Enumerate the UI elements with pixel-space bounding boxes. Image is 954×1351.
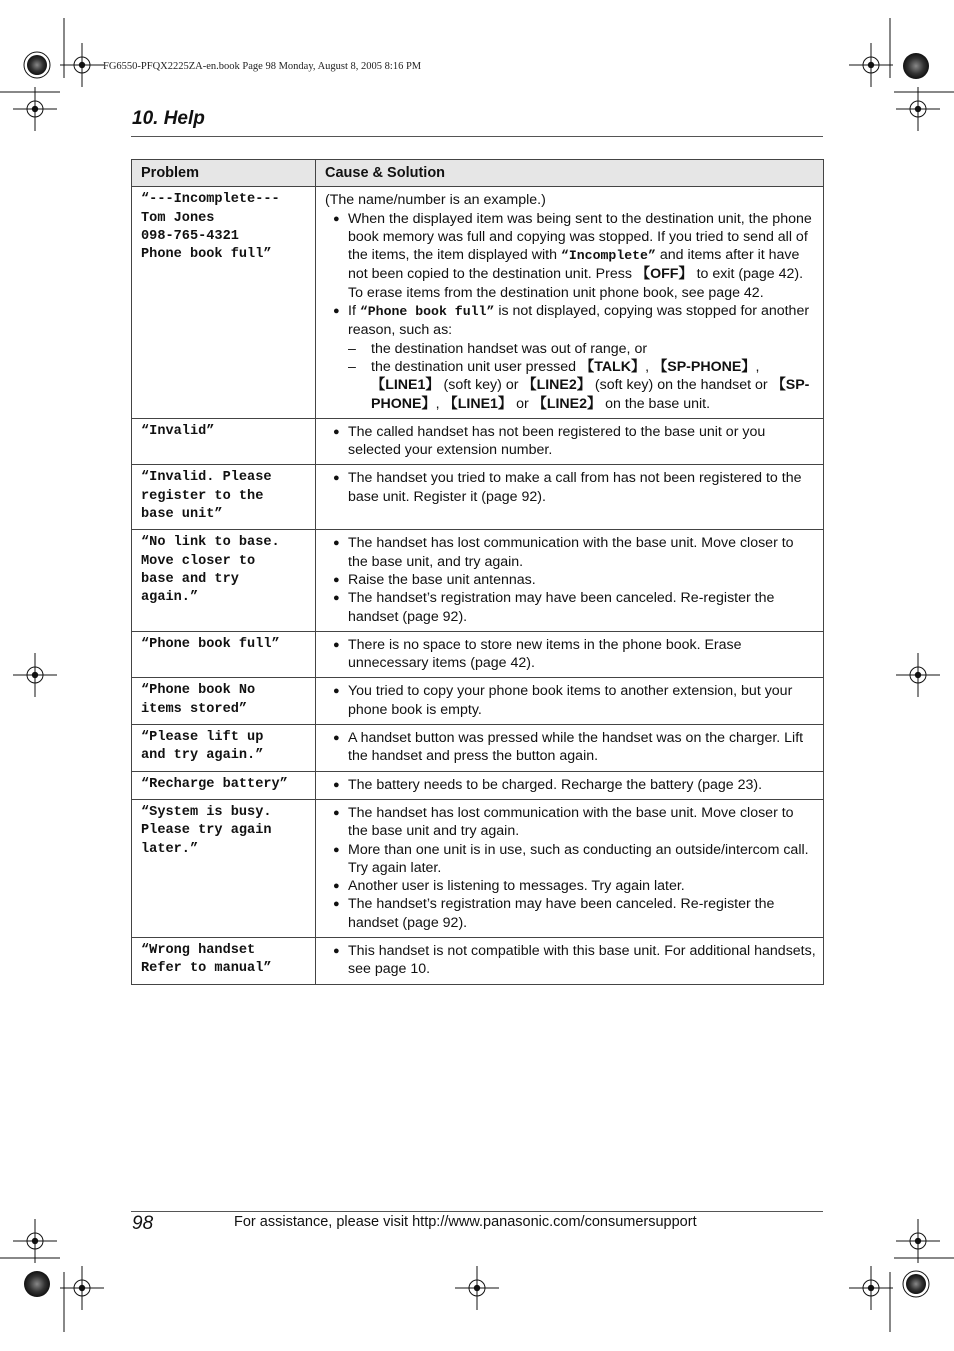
problem-cell: “Recharge battery” <box>132 771 316 799</box>
example-note: (The name/number is an example.) <box>325 192 546 209</box>
solution-cell <box>316 725 824 772</box>
problem-cell: “Please lift up and try again.” <box>132 725 316 772</box>
key-label: 【SP-PHONE】 <box>653 358 756 375</box>
table-row <box>132 771 824 799</box>
table-header-row <box>132 160 824 187</box>
solution-cell <box>316 418 824 465</box>
problem-cell: “Phone book No items stored” <box>132 678 316 725</box>
display-message: “Incomplete” <box>560 248 656 264</box>
bullet-item: ● The handset’s registration may have been canceled. Re-register the handset (page 92). <box>325 895 817 932</box>
solution-cell <box>316 631 824 678</box>
solution-cell <box>316 678 824 725</box>
bullet-text: and items after it have not been copied to the destination unit. Press <box>348 247 800 283</box>
separator: , <box>435 395 444 412</box>
key-label: 【LINE2】 <box>522 377 591 394</box>
key-label: 【LINE1】 <box>443 395 513 412</box>
dash-item: – the destination handset was out of range, or <box>325 340 817 358</box>
solution-cell <box>316 799 824 937</box>
bullet-text: to exit (page 42). To erase items from the destination unit phone book, see page 42. <box>348 266 804 301</box>
dash-text: on the base unit. <box>601 395 711 412</box>
problem-cell: “Invalid. Please register to the base unit” <box>132 465 316 530</box>
key-label: 【LINE2】 <box>532 395 602 412</box>
dash-text: (soft key) or <box>439 377 523 394</box>
bullet-item: ● The handset’s registration may have been canceled. Re-register the handset (page 92). <box>325 589 817 626</box>
problem-cell: “Invalid” <box>132 418 316 465</box>
bullet-item: ● Raise the base unit antennas. <box>325 571 817 589</box>
footer-rule <box>131 1211 823 1212</box>
bullet-item: ● A handset button was pressed while the handset was on the charger. Lift the handset and press the button again. <box>325 729 817 766</box>
problem-cell: “System is busy. Please try again later.” <box>132 799 316 937</box>
bullet-item: ● The handset has lost communication with the base unit. Move closer to the base unit, and try again. <box>325 534 817 571</box>
table-row <box>132 465 824 530</box>
bullet-item: ● This handset is not compatible with this base unit. For additional handsets, see page 10. <box>325 942 817 979</box>
table-row <box>132 678 824 725</box>
table-row <box>132 725 824 772</box>
dash-text: (soft key) on the handset or <box>590 377 772 394</box>
bullet-text: If <box>348 303 360 320</box>
dash-item <box>325 358 817 413</box>
bullet-item: ● More than one unit is in use, such as conducting an outside/intercom call. Try again later. <box>325 841 817 878</box>
column-header-cause-solution: Cause & Solution <box>316 160 824 187</box>
bullet-item: ● The battery needs to be charged. Recharge the battery (page 23). <box>325 776 817 794</box>
solution-cell <box>316 187 824 419</box>
print-header: FG6550-PFQX2225ZA-en.book Page 98 Monday, August 8, 2005 8:16 PM <box>103 61 422 72</box>
bullet-item <box>325 302 817 340</box>
bullet-item: ● The handset you tried to make a call from has not been registered to the base unit. Register it (page 92). <box>325 469 817 506</box>
problem-cell: “Wrong handset Refer to manual” <box>132 937 316 984</box>
key-label: 【TALK】 <box>580 358 646 375</box>
bullet-text: When the displayed item was being sent to the destination unit, the phone book memory was full and copying was stopped. If you tried to send all of the items, the item displayed with <box>348 210 812 264</box>
separator: , <box>645 358 654 375</box>
bullet-item: ● Another user is listening to messages. Try again later. <box>325 877 817 895</box>
solution-cell <box>316 465 824 530</box>
bullet-item <box>325 210 817 302</box>
table-row <box>132 418 824 465</box>
table-row <box>132 799 824 937</box>
column-header-problem: Problem <box>132 160 316 187</box>
page-number: 98 <box>132 1213 154 1234</box>
troubleshooting-table <box>131 159 824 985</box>
dash-text: the destination unit user pressed <box>371 358 581 375</box>
table-row <box>132 530 824 631</box>
solution-cell <box>316 530 824 631</box>
bullet-text: is not displayed, copying was stopped for another reason, such as: <box>348 303 810 339</box>
assistance-footer: For assistance, please visit http://www.panasonic.com/consumersupport <box>234 1214 697 1230</box>
solution-cell <box>316 937 824 984</box>
bullet-item: ● There is no space to store new items in the phone book. Erase unnecessary items (page 42). <box>325 636 817 673</box>
problem-cell: “Phone book full” <box>132 631 316 678</box>
solution-cell <box>316 771 824 799</box>
problem-cell: “---Incomplete--- Tom Jones 098-765-4321 Phone book full” <box>132 187 316 419</box>
dash-text: or <box>512 395 533 412</box>
section-title: 10. Help <box>132 108 205 129</box>
key-label: 【OFF】 <box>635 266 693 283</box>
key-label: 【LINE1】 <box>371 377 440 394</box>
bullet-item: ● The handset has lost communication with the base unit. Move closer to the base unit and try again. <box>325 804 817 841</box>
problem-cell: “No link to base. Move closer to base and try again.” <box>132 530 316 631</box>
key-label: 【SP-PHONE】 <box>371 377 810 412</box>
table-row <box>132 187 824 419</box>
table-row <box>132 937 824 984</box>
bullet-item: ● You tried to copy your phone book items to another extension, but your phone book is empty. <box>325 682 817 719</box>
display-message: “Phone book full” <box>359 304 495 320</box>
header-rule <box>131 136 823 137</box>
bullet-item: ● The called handset has not been registered to the base unit or you selected your extension number. <box>325 423 817 460</box>
table-row <box>132 631 824 678</box>
separator: , <box>755 358 760 375</box>
